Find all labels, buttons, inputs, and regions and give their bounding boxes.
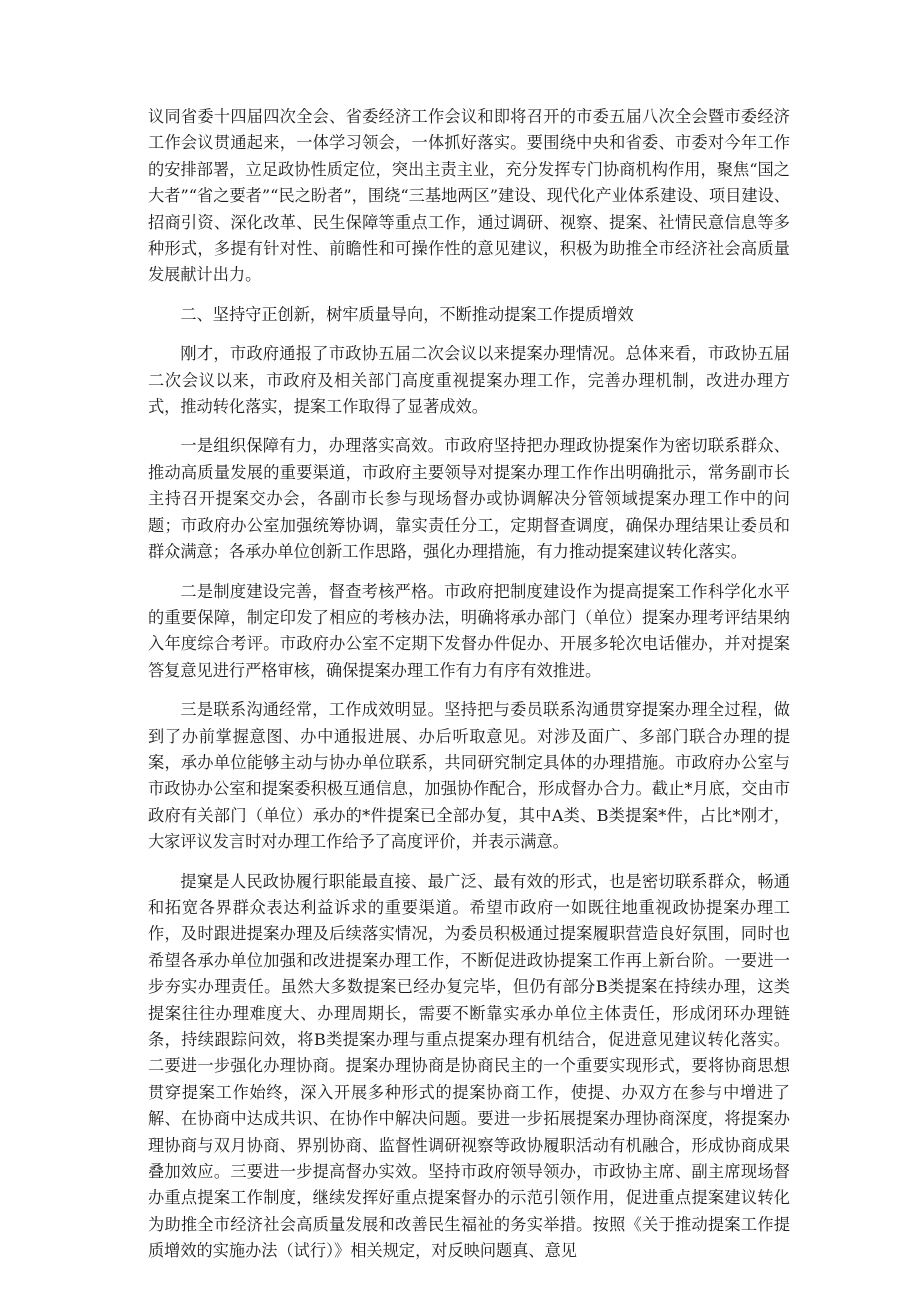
section-heading: 二、坚持守正创新，树牢质量导向，不断推动提案工作提质增效 [180, 304, 634, 324]
paragraph: 刚才，市政府通报了市政协五届二次会议以来提案办理情况。总体来看，市政协五届二次会议以来，市政府及相关部门高度重视提案办理工作，完善办理机制，改进办理方式，推动转化落实，提案工作取得了显著成效。 [148, 344, 790, 417]
paragraph: 三是联系沟通经常，工作成效明显。坚持把与委员联系沟通贯穿提案办理全过程，做到了办前掌握意图、办中通报进展、办后听取意见。对涉及面广、多部门联合办理的提案，承办单位能够主动与协办单位联系，共同研究制定具体的办理措施。市政府办公室与市政协办公室和提案委积极互通信息，加强协作配合，形成督办合力。截止*月底，交由市政府有关部门（单位）承办的*件提案已全部办复，其中A类、B类提案*件，占比*刚才，大家评议发言时对办理工作给予了高度评价，并表示满意。 [148, 700, 790, 852]
document-body [148, 104, 790, 1278]
paragraph: 提窠是人民政协履行职能最直接、最广泛、最有效的形式，也是密切联系群众，畅通和拓宽各界群众表达利益诉求的重要渠道。希望市政府一如既往地重视政协提案办理工作，及时跟进提案办理及后续落实情况，为委员积极通过提案履职营造良好氛围，同时也希望各承办单位加强和改进提案办理工作，不断促进政协提案工作再上新台阶。一要进一步夯实办理责任。虽然大多数提案已经办复完毕，但仍有部分B类提案在持续办理，这类提案往往办理难度大、办理周期长，需要不断靠实承办单位主体责任，形成闭环办理链条，持续跟踪问效，将B类提案办理与重点提案办理有机结合，促进意见建议转化落实。二要进一步强化办理协商。提案办理协商是协商民主的一个重要实现形式，要将协商思想贯穿提案工作始终，深入开展多种形式的提案协商工作，使提、办双方在参与中增进了解、在协商中达成共识、在协作中解决问题。要进一步拓展提案办理协商深度，将提案办理协商与双月协商、界别协商、监督性调研视察等政协履职活动有机融合，形成协商成果叠加效应。三要进一步提高督办实效。坚持市政府领导领办，市政协主席、副主席现场督办重点提案工作制度，继续发挥好重点提案督办的示范引领作用，促进重点提案建议转化为助推全市经济社会高质量发展和改善民生福祉的务实举措。按照《关于推动提案工作提质增效的实施办法（试行）》相关规定，对反映问题真、意见 [148, 871, 790, 1261]
paragraph-continuation: 议同省委十四届四次全会、省委经济工作会议和即将召开的市委五届八次全会暨市委经济工作会议贯通起来，一体学习领会，一体抓好落实。要围绕中央和省委、市委对今年工作的安排部署，立足政协性质定位，突出主责主业，充分发挥专门协商机构作用，聚焦“国之大者”“省之要者”“民之盼者”，围绕“三基地两区”建设、现代化产业体系建设、项目建设、招商引资、深化改革、民生保障等重点工作，通过调研、视察、提案、社情民意信息等多种形式，多提有针对性、前瞻性和可操作性的意见建议，积极为助推全市经济社会高质量发展献计出力。 [148, 107, 790, 285]
paragraph: 一是组织保障有力，办理落实高效。市政府坚持把办理政协提案作为密切联系群众、推动高质量发展的重要渠道，市政府主要领导对提案办理工作作出明确批示，常务副市长主持召开提案交办会，各副市长参与现场督办或协调解决分管领域提案办理工作中的问题；市政府办公室加强统筹协调，靠实责任分工，定期督查调度，确保办理结果让委员和群众满意；各承办单位创新工作思路，强化办理措施，有力推动提案建议转化落实。 [148, 436, 790, 562]
paragraph: 二是制度建设完善，督查考核严格。市政府把制度建设作为提高提案工作科学化水平的重要保障，制定印发了相应的考核办法，明确将承办部门（单位）提案办理考评结果纳入年度综合考评。市政府办公室不定期下发督办件促办、开展多轮次电话催办，并对提案答复意见进行严格审核，确保提案办理工作有力有序有效推进。 [148, 581, 790, 680]
